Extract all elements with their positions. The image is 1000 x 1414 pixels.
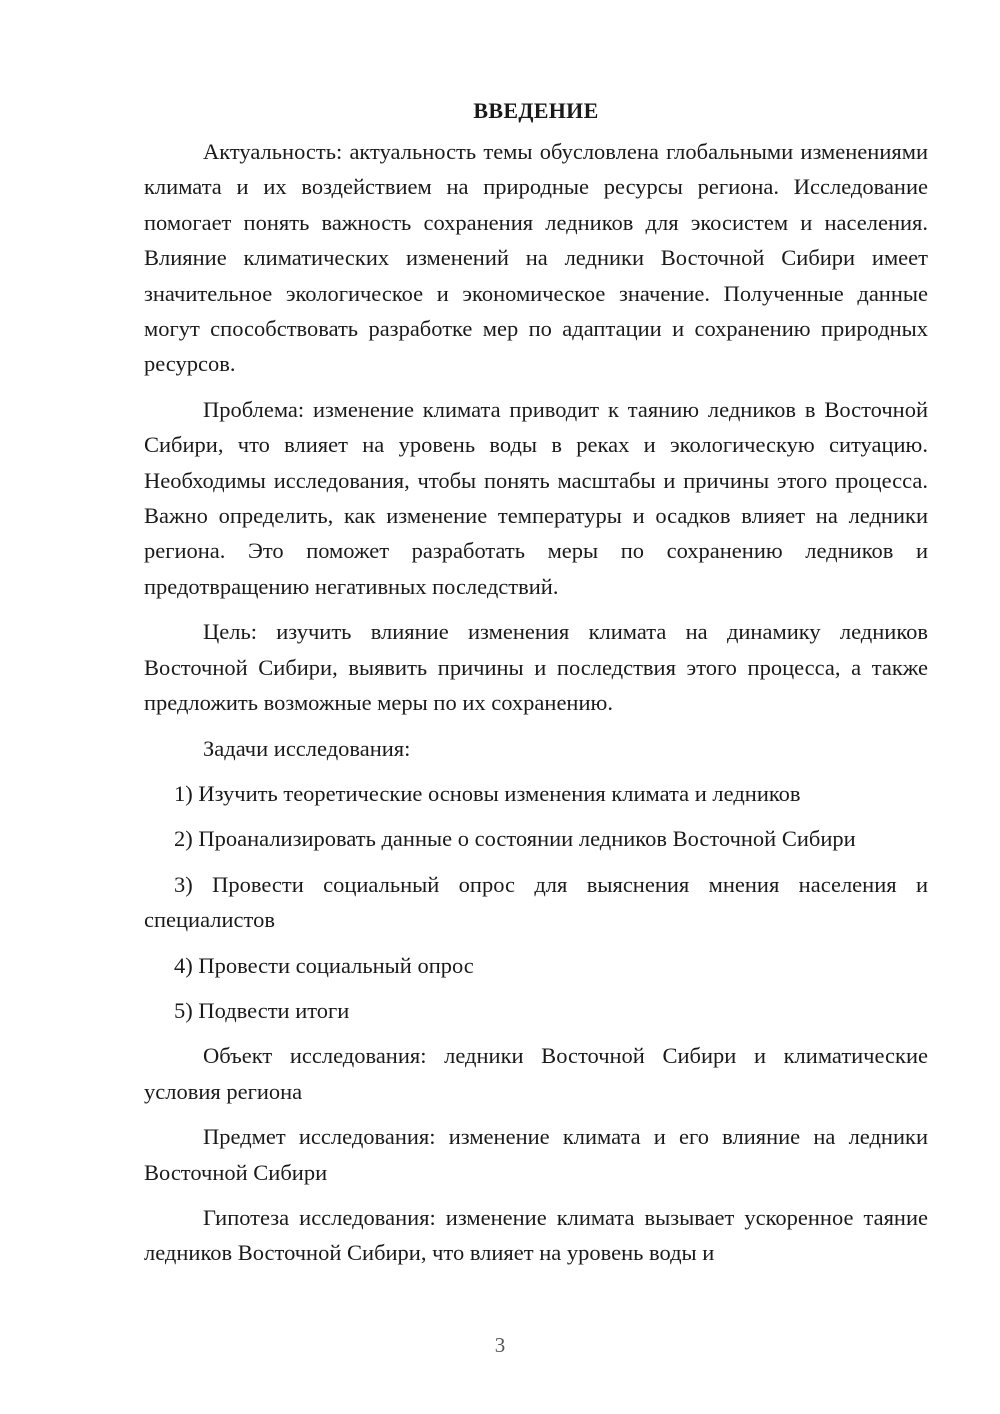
tasks-title: Задачи исследования: — [203, 735, 411, 761]
goal-paragraph: Цель: изучить влияние изменения климата на динамику ледников Восточной Сибири, выявить причины и последствия этого процесса, а также предложить возможные меры по их сохранению. — [144, 619, 928, 716]
problem-paragraph: Проблема: изменение климата приводит к таянию ледников в Восточной Сибири, что влияет на уровень воды в реках и экологическую ситуацию. Необходимы исследования, чтобы понять масштабы и причины этого процесса. Важно определить, как изменение температуры и осадков влияет на ледники региона. Это поможет разработать меры по сохранению ледников и предотвращению негативных последствий. — [144, 396, 928, 599]
hypothesis-paragraph: Гипотеза исследования: изменение климата вызывает ускоренное таяние ледников Восточной Сибири, что влияет на уровень воды и — [144, 1204, 928, 1266]
object-paragraph: Объект исследования: ледники Восточной Сибири и климатические условия региона — [144, 1043, 928, 1104]
subject-paragraph: Предмет исследования: изменение климата и его влияние на ледники Восточной Сибири — [144, 1124, 928, 1185]
relevance-paragraph: Актуальность: актуальность темы обусловлена глобальными изменениями климата и их воздействием на природные ресурсы региона. Исследование помогает понять важность сохранения ледников для экосистем и населения. Влияние климатических изменений на ледники Восточной Сибири имеет значительное экологическое и экономическое значение. Полученные данные могут способствовать разработке мер по адаптации и сохранению природных ресурсов. — [144, 139, 928, 377]
section-heading: ВВЕДЕНИЕ — [473, 98, 599, 123]
task-item: 3) Провести социальный опрос для выяснения мнения населения и специалистов — [144, 871, 928, 933]
task-item: 2) Проанализировать данные о состоянии ледников Восточной Сибири — [174, 826, 856, 852]
task-item: 1) Изучить теоретические основы изменения климата и ледников — [174, 780, 801, 806]
task-item: 5) Подвести итоги — [174, 997, 350, 1023]
task-item: 4) Провести социальный опрос — [174, 952, 474, 978]
page-number: 3 — [494, 1333, 506, 1357]
page-content — [144, 96, 928, 1281]
